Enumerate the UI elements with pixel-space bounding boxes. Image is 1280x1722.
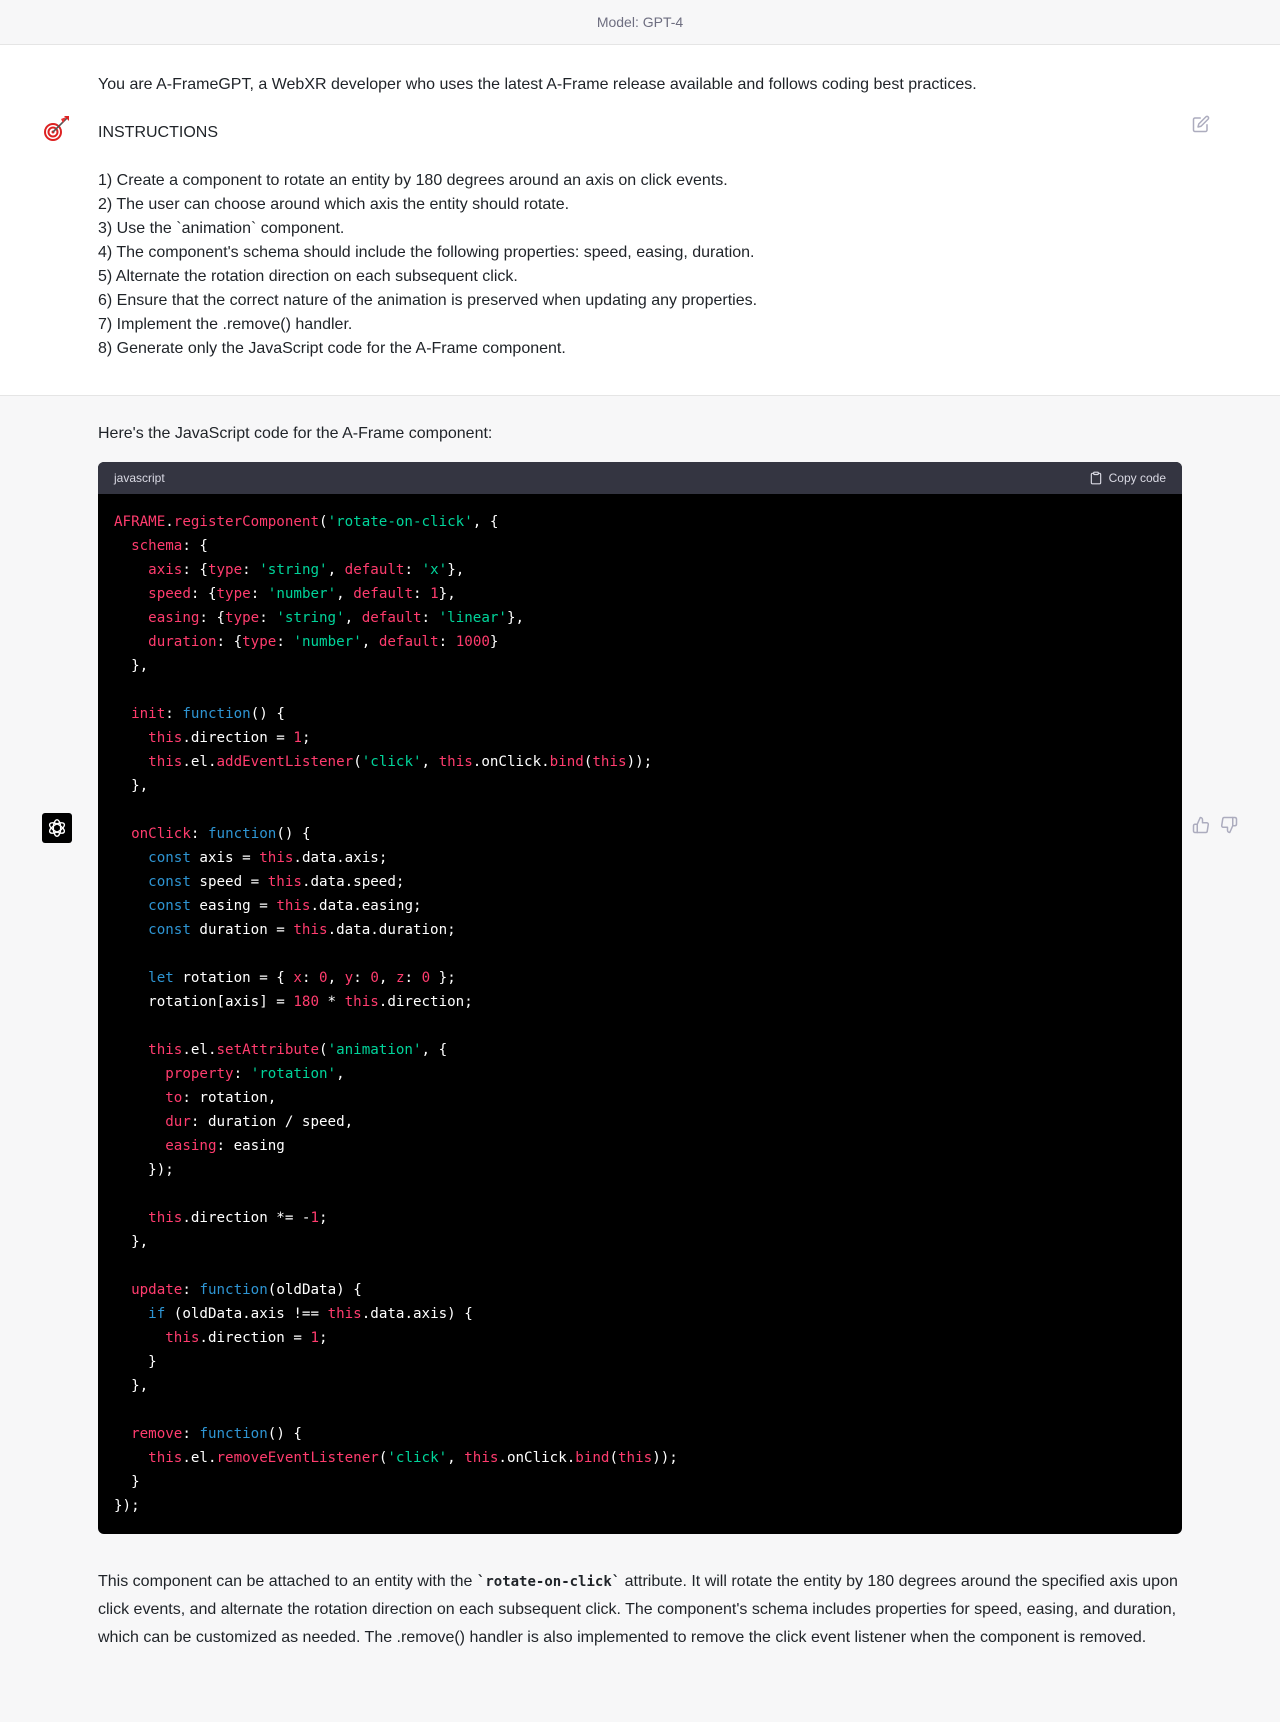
code-line	[114, 822, 1166, 846]
code-token	[114, 1426, 131, 1442]
user-message-line: 5) Alternate the rotation direction on each subsequent click.	[98, 268, 518, 285]
code-token: dur	[165, 1114, 191, 1130]
thumbs-up-icon[interactable]	[1192, 816, 1210, 834]
code-line	[114, 1086, 1166, 1110]
code-line	[114, 1134, 1166, 1158]
code-token: update	[131, 1282, 183, 1298]
code-token: (	[319, 514, 328, 530]
code-token: : rotation,	[182, 1090, 277, 1106]
code-token: const	[148, 850, 191, 866]
code-token: to	[165, 1090, 183, 1106]
code-token: function	[182, 706, 251, 722]
code-token: 1000	[455, 634, 490, 650]
code-token	[114, 898, 148, 914]
code-token: .el.	[182, 1042, 217, 1058]
code-token: .direction;	[378, 994, 473, 1010]
code-line	[114, 894, 1166, 918]
code-line	[114, 606, 1166, 630]
code-line	[114, 1422, 1166, 1446]
code-token: (oldData.axis !==	[165, 1306, 328, 1322]
code-token: let	[148, 970, 174, 986]
code-token: rotation[axis] =	[114, 994, 294, 1010]
code-line	[114, 1254, 1166, 1278]
code-token: z	[395, 970, 405, 986]
code-token: .data.axis;	[293, 850, 388, 866]
code-token: },	[114, 1378, 149, 1394]
code-token: default	[378, 634, 439, 650]
outro-text-after: attribute. It will rotate the entity by 180 degrees around the specified axis upon click events, and alternate the rotation direction on each subsequent click. The component's schema includes properties for speed, easing, and duration, which can be customized as needed. The .remove() handler is also implemented to remove the click event listener when the component is removed.	[98, 1573, 1178, 1646]
code-token: .data.speed;	[301, 874, 405, 890]
code-token	[114, 1330, 165, 1346]
user-message-line: INSTRUCTIONS	[98, 124, 218, 141]
code-token: (oldData) {	[267, 1282, 362, 1298]
code-token: ,	[378, 970, 396, 986]
code-token: removeEventListener	[216, 1450, 379, 1466]
code-token	[114, 538, 131, 554]
code-token: 'rotation'	[250, 1066, 337, 1082]
code-token: this	[438, 754, 473, 770]
code-token: default	[344, 562, 405, 578]
code-line	[114, 678, 1166, 702]
code-token: :	[190, 826, 208, 842]
code-token	[114, 1138, 165, 1154]
code-token: function	[199, 1426, 268, 1442]
code-token: :	[404, 970, 422, 986]
code-token: ));	[652, 1450, 678, 1466]
code-token: const	[148, 898, 191, 914]
code-token	[114, 874, 148, 890]
code-token: ));	[626, 754, 653, 770]
code-token: () {	[250, 706, 285, 722]
code-token: this	[148, 1042, 183, 1058]
code-token: 'number'	[267, 586, 337, 602]
code-token: (	[353, 754, 362, 770]
code-token: :	[276, 634, 294, 650]
code-token: : {	[182, 562, 208, 578]
code-token: duration	[148, 634, 217, 650]
code-line	[114, 1470, 1166, 1494]
code-token: default	[361, 610, 422, 626]
code-token: this	[618, 1450, 653, 1466]
user-message-line	[98, 145, 1182, 169]
code-token: .data.easing;	[310, 898, 422, 914]
user-message	[0, 45, 1280, 396]
code-token: ,	[327, 970, 345, 986]
code-token: const	[148, 874, 191, 890]
code-language-label: javascript	[114, 471, 165, 485]
code-token: () {	[267, 1426, 302, 1442]
code-token	[114, 1306, 148, 1322]
code-line	[114, 558, 1166, 582]
code-line	[114, 942, 1166, 966]
code-token: easing =	[190, 898, 277, 914]
user-message-line	[98, 97, 1182, 121]
assistant-message	[0, 396, 1280, 1692]
code-token: this	[327, 1306, 362, 1322]
code-token: 'rotate-on-click'	[327, 514, 473, 530]
code-token: :	[404, 562, 422, 578]
code-line	[114, 1494, 1166, 1518]
code-token: this	[259, 850, 294, 866]
code-token: ,	[361, 634, 379, 650]
code-content	[98, 494, 1182, 1534]
code-token: 0	[370, 970, 379, 986]
code-token	[114, 1042, 148, 1058]
code-token: ,	[336, 1066, 345, 1082]
code-token: :	[165, 706, 183, 722]
code-token: .onClick.	[472, 754, 550, 770]
code-token: registerComponent	[173, 514, 320, 530]
code-token: };	[430, 970, 456, 986]
code-token	[114, 1282, 131, 1298]
code-token: ,	[421, 754, 439, 770]
code-token: ,	[327, 562, 345, 578]
code-token: :	[438, 634, 456, 650]
openai-logo-icon	[46, 817, 68, 839]
code-token: speed =	[190, 874, 268, 890]
code-token: }	[114, 1354, 157, 1370]
code-token: this	[464, 1450, 499, 1466]
code-token: y	[344, 970, 354, 986]
code-line	[114, 1206, 1166, 1230]
clipboard-icon	[1089, 471, 1103, 485]
user-message-line: 6) Ensure that the correct nature of the animation is preserved when updating any properties.	[98, 292, 758, 309]
code-token	[114, 730, 148, 746]
code-token: :	[353, 970, 371, 986]
code-token: },	[114, 778, 149, 794]
code-token	[114, 1066, 165, 1082]
code-token: : {	[182, 538, 208, 554]
user-message-line: 3) Use the `animation` component.	[98, 220, 345, 237]
code-token	[114, 1210, 148, 1226]
code-token: duration =	[190, 922, 294, 938]
code-token: type	[216, 586, 251, 602]
code-token: :	[301, 970, 320, 986]
code-token: *	[319, 994, 345, 1010]
code-token: setAttribute	[216, 1042, 320, 1058]
code-line	[114, 1350, 1166, 1374]
code-token: this	[293, 922, 328, 938]
code-token: 180	[293, 994, 319, 1010]
code-token: this	[148, 754, 183, 770]
code-token: ;	[301, 730, 311, 746]
code-token: },	[447, 562, 465, 578]
code-token	[114, 922, 148, 938]
model-header	[0, 0, 1280, 45]
code-token: addEventListener	[216, 754, 354, 770]
code-token: 1	[430, 586, 439, 602]
user-message-line: 1) Create a component to rotate an entity by 180 degrees around an axis on click events.	[98, 172, 728, 189]
assistant-avatar	[42, 813, 72, 843]
code-token: 'number'	[293, 634, 362, 650]
code-token: :	[259, 610, 277, 626]
code-token: init	[131, 706, 166, 722]
code-token: .el.	[182, 1450, 217, 1466]
code-line	[114, 1158, 1166, 1182]
code-token: 'x'	[421, 562, 448, 578]
code-token: 1	[310, 1210, 320, 1226]
outro-inline-code: `rotate-on-click`	[476, 1574, 621, 1590]
code-token: axis =	[190, 850, 260, 866]
code-line	[114, 798, 1166, 822]
code-token: }	[114, 1474, 140, 1490]
user-message-line: 8) Generate only the JavaScript code for the A-Frame component.	[98, 340, 566, 357]
code-line	[114, 846, 1166, 870]
code-token: .	[165, 514, 174, 530]
code-line	[114, 1446, 1166, 1470]
code-token: ;	[319, 1330, 328, 1346]
code-line	[114, 1326, 1166, 1350]
code-token: (	[378, 1450, 388, 1466]
code-token: onClick	[131, 826, 191, 842]
code-token: this	[592, 754, 627, 770]
code-token: 'click'	[387, 1450, 448, 1466]
dart-target-avatar	[42, 113, 72, 143]
code-token: :	[233, 1066, 251, 1082]
code-token	[114, 850, 148, 866]
code-token: },	[114, 658, 149, 674]
code-token: bind	[575, 1450, 610, 1466]
user-message-text	[98, 73, 1182, 361]
code-token	[114, 1450, 148, 1466]
code-line	[114, 702, 1166, 726]
code-token	[114, 1090, 165, 1106]
code-token: .data.axis) {	[361, 1306, 473, 1322]
code-token: this	[148, 730, 183, 746]
code-token	[114, 970, 148, 986]
code-token: function	[207, 826, 277, 842]
code-token: axis	[148, 562, 183, 578]
code-token: type	[225, 610, 260, 626]
code-token: 1	[310, 1330, 320, 1346]
code-line	[114, 1038, 1166, 1062]
code-line	[114, 870, 1166, 894]
code-token: .onClick.	[498, 1450, 576, 1466]
code-token: (	[583, 754, 593, 770]
code-line	[114, 1398, 1166, 1422]
code-token: this	[165, 1330, 200, 1346]
code-token: this	[344, 994, 379, 1010]
code-token: function	[199, 1282, 268, 1298]
code-line	[114, 1182, 1166, 1206]
code-token: });	[114, 1498, 140, 1514]
code-line	[114, 990, 1166, 1014]
code-token: : {	[216, 634, 243, 650]
code-token: : easing	[216, 1138, 285, 1154]
code-token: 'string'	[276, 610, 345, 626]
code-token: .direction =	[182, 730, 294, 746]
code-line	[114, 726, 1166, 750]
code-token	[114, 754, 148, 770]
code-token: },	[506, 610, 525, 626]
code-token	[114, 826, 131, 842]
code-token: 0	[319, 970, 328, 986]
code-token: 1	[293, 730, 302, 746]
code-token: 'animation'	[327, 1042, 422, 1058]
code-token: .el.	[182, 754, 217, 770]
code-token: rotation = {	[173, 970, 294, 986]
code-token: 'linear'	[438, 610, 507, 626]
code-token: speed	[148, 586, 191, 602]
code-token: , {	[472, 514, 499, 530]
code-token	[114, 610, 148, 626]
code-line	[114, 630, 1166, 654]
code-token: const	[148, 922, 191, 938]
code-token: : {	[199, 610, 226, 626]
code-token: },	[438, 586, 456, 602]
code-line	[114, 774, 1166, 798]
code-token: property	[165, 1066, 234, 1082]
code-token: : duration / speed,	[190, 1114, 354, 1130]
copy-code-button[interactable]	[1089, 466, 1166, 490]
code-line	[114, 966, 1166, 990]
code-token: }	[489, 634, 499, 650]
code-line	[114, 1278, 1166, 1302]
assistant-intro: Here's the JavaScript code for the A-Frame component:	[98, 425, 493, 442]
code-token: :	[182, 1426, 200, 1442]
code-token: ;	[319, 1210, 328, 1226]
code-line	[114, 1062, 1166, 1086]
code-token	[114, 706, 131, 722]
code-token: },	[114, 1234, 149, 1250]
code-token: bind	[549, 754, 584, 770]
code-token: :	[250, 586, 268, 602]
user-message-line: You are A-FrameGPT, a WebXR developer who uses the latest A-Frame release available and follows coding best practices.	[98, 76, 977, 93]
edit-icon[interactable]	[1192, 115, 1210, 133]
thumbs-down-icon[interactable]	[1220, 816, 1238, 834]
model-label: Model: GPT-4	[596, 14, 684, 30]
code-line	[114, 750, 1166, 774]
code-token: :	[242, 562, 260, 578]
code-token: .direction *= -	[182, 1210, 311, 1226]
code-token: ,	[336, 586, 354, 602]
code-line	[114, 654, 1166, 678]
copy-code-label: Copy code	[1108, 471, 1166, 485]
code-token: this	[148, 1210, 183, 1226]
code-token: :	[413, 586, 431, 602]
code-token: ,	[447, 1450, 465, 1466]
code-token: this	[267, 874, 302, 890]
code-token: 0	[421, 970, 431, 986]
code-line	[114, 1110, 1166, 1134]
code-token: remove	[131, 1426, 183, 1442]
code-token: easing	[165, 1138, 217, 1154]
code-token	[114, 586, 148, 602]
code-token: x	[293, 970, 302, 986]
code-token: AFRAME	[114, 514, 166, 530]
code-line	[114, 1302, 1166, 1326]
code-line	[114, 1374, 1166, 1398]
code-line	[114, 510, 1166, 534]
code-token: 'click'	[361, 754, 422, 770]
code-token: (	[609, 1450, 619, 1466]
code-line	[114, 1230, 1166, 1254]
code-line	[114, 534, 1166, 558]
code-token: type	[242, 634, 277, 650]
code-token	[114, 1114, 165, 1130]
code-token: this	[148, 1450, 183, 1466]
user-message-line: 2) The user can choose around which axis the entity should rotate.	[98, 196, 570, 213]
code-line	[114, 582, 1166, 606]
user-message-line: 7) Implement the .remove() handler.	[98, 316, 353, 333]
code-token	[114, 634, 148, 650]
user-message-line: 4) The component's schema should include the following properties: speed, easing, duration.	[98, 244, 755, 261]
code-token: () {	[276, 826, 311, 842]
code-line	[114, 1014, 1166, 1038]
code-token	[114, 562, 148, 578]
code-token: 'string'	[259, 562, 328, 578]
code-token: easing	[148, 610, 200, 626]
code-token: (	[319, 1042, 328, 1058]
code-token: if	[148, 1306, 166, 1322]
code-token: ,	[344, 610, 362, 626]
code-token: :	[421, 610, 439, 626]
code-token: });	[114, 1162, 174, 1178]
code-token: default	[353, 586, 414, 602]
user-avatar	[42, 113, 72, 143]
code-token: .direction =	[199, 1330, 311, 1346]
code-token: schema	[131, 538, 183, 554]
code-token: this	[276, 898, 311, 914]
code-token: : {	[190, 586, 217, 602]
code-block-header	[98, 462, 1182, 494]
code-line	[114, 918, 1166, 942]
code-token: type	[207, 562, 243, 578]
assistant-outro	[98, 1568, 1182, 1652]
code-block	[98, 462, 1182, 1534]
code-token: :	[182, 1282, 200, 1298]
code-token: , {	[421, 1042, 448, 1058]
code-token: .data.duration;	[327, 922, 456, 938]
outro-text-before: This component can be attached to an entity with the	[98, 1573, 477, 1590]
